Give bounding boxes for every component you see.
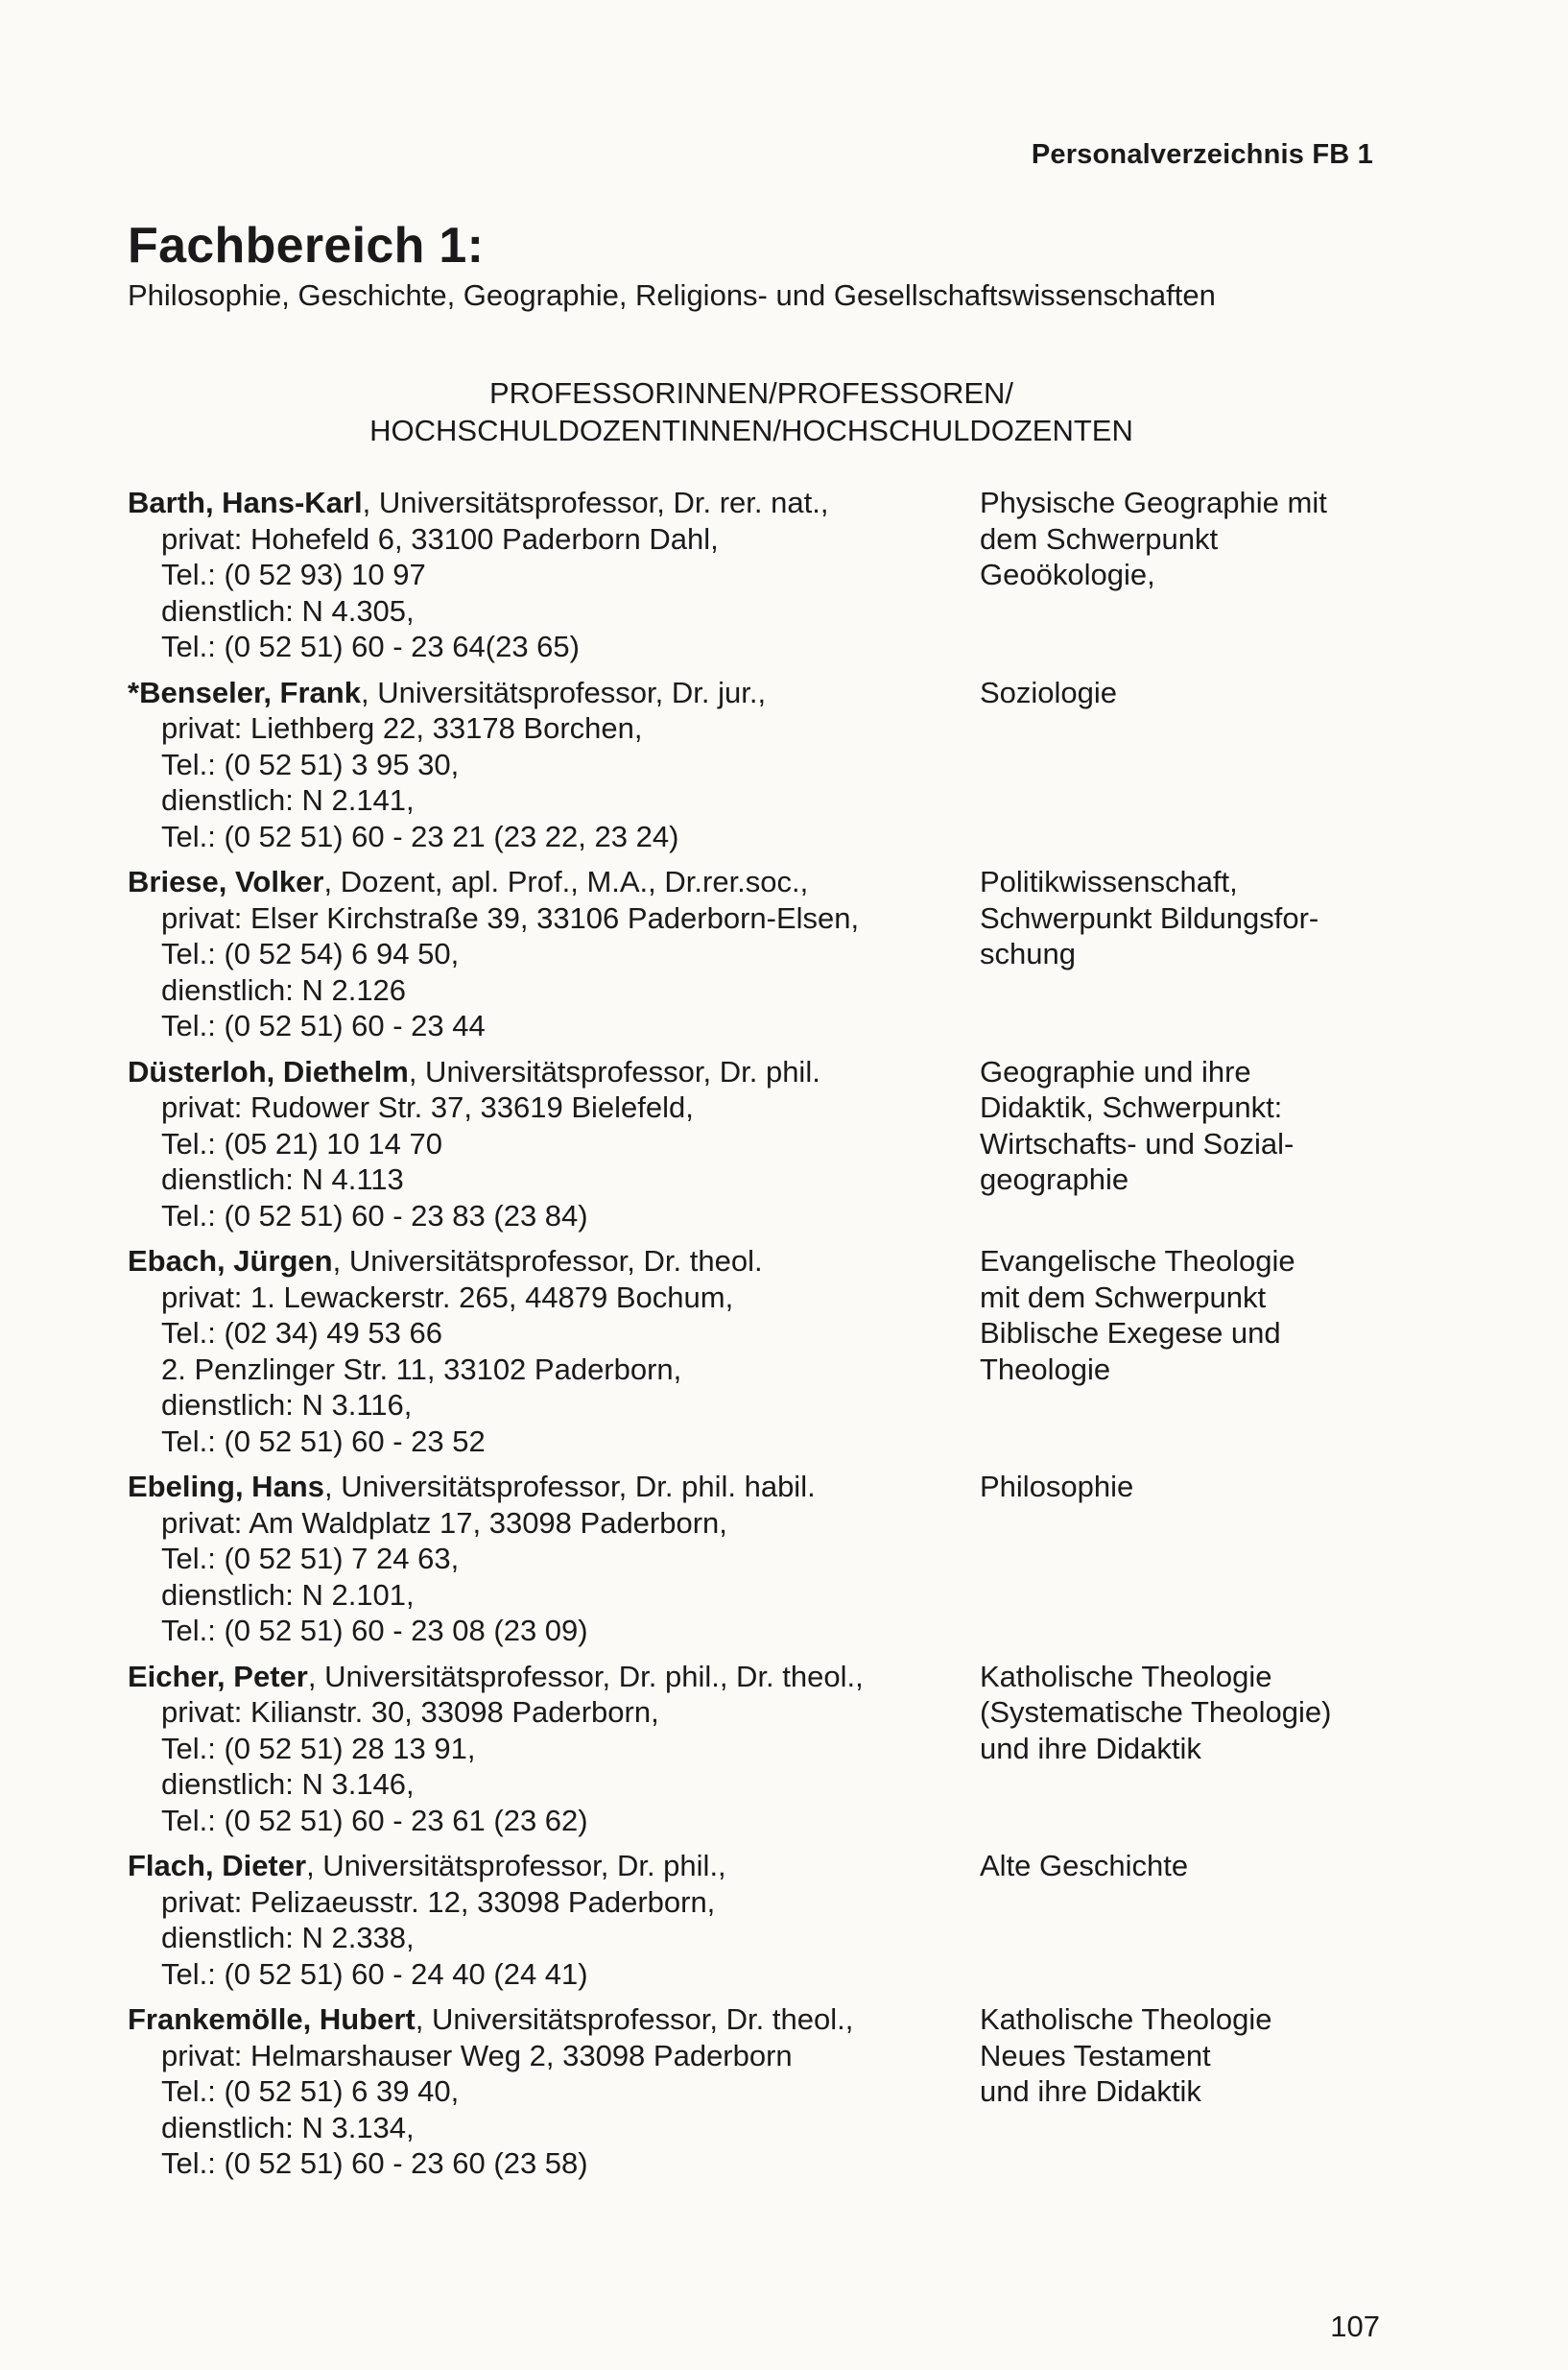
field-line: Evangelische Theologie [980, 1244, 1295, 1278]
entry-contact-line: Tel.: (0 52 51) 6 39 40, [161, 2074, 460, 2108]
entry-contact-line: Tel.: (0 52 54) 6 94 50, [161, 937, 460, 970]
person-title: , Universitätsprofessor, Dr. phil. [408, 1054, 820, 1089]
entry-contact-line: Tel.: (05 21) 10 14 70 [161, 1126, 442, 1161]
person-title: , Universitätsprofessor, Dr. phil., Dr. theol., [307, 1659, 864, 1693]
field-line: Neues Testament [980, 2038, 1211, 2072]
entry-details [128, 1469, 972, 1649]
entry-contact-line: Tel.: (0 52 51) 60 - 23 21 (23 22, 23 24) [161, 819, 679, 853]
field-line: geographie [980, 1162, 1129, 1196]
field-line: Biblische Exegese und [980, 1316, 1281, 1350]
directory-entry [128, 1243, 1375, 1459]
entry-contact-line: privat: Helmarshauser Weg 2, 33098 Paderborn [161, 2038, 793, 2072]
entry-contact-line: privat: Am Waldplatz 17, 33098 Paderborn, [161, 1505, 727, 1540]
section-heading-line-2: HOCHSCHULDOZENTINNEN/HOCHSCHULDOZENTEN [369, 414, 1133, 447]
entry-contact-line: Tel.: (0 52 51) 60 - 23 52 [161, 1424, 486, 1458]
entry-contact-line: privat: 1. Lewackerstr. 265, 44879 Bochum, [161, 1280, 734, 1314]
field-line: Geographie und ihre [980, 1054, 1251, 1089]
running-head: Personalverzeichnis FB 1 [1031, 139, 1373, 170]
directory-entry [128, 675, 1375, 855]
entry-contact-line: dienstlich: N 4.113 [161, 1162, 404, 1196]
person-name: Ebach, Jürgen [128, 1244, 333, 1278]
entry-headline [128, 864, 972, 900]
entry-contact-line: dienstlich: N 3.116, [161, 1388, 413, 1422]
entry-contact-line: dienstlich: N 3.146, [161, 1767, 415, 1801]
entry-contact-line: privat: Liethberg 22, 33178 Borchen, [161, 711, 643, 745]
entry-contact-line: dienstlich: N 2.101, [161, 1577, 415, 1612]
entry-contact-line: Tel.: (0 52 51) 60 - 23 60 (23 58) [161, 2146, 588, 2180]
entry-contact-line: Tel.: (0 52 51) 60 - 23 08 (23 09) [161, 1614, 588, 1647]
field-line: Didaktik, Schwerpunkt: [980, 1090, 1283, 1124]
person-name: Ebeling, Hans [128, 1470, 324, 1503]
field-line: Katholische Theologie [980, 2002, 1272, 2036]
directory-entry [128, 1848, 1375, 1992]
entry-field [980, 1469, 1383, 1505]
field-line: Wirtschafts- und Sozial- [980, 1126, 1295, 1161]
field-line: Theologie [980, 1352, 1111, 1386]
entry-list [128, 485, 1375, 2191]
page-number: 107 [1330, 2310, 1380, 2343]
person-title: , Universitätsprofessor, Dr. theol. [332, 1244, 763, 1278]
entry-contact-line: Tel.: (0 52 51) 3 95 30, [161, 747, 460, 781]
entry-headline [128, 485, 972, 521]
entry-field [980, 1848, 1383, 1884]
section-heading-line-1: PROFESSORINNEN/PROFESSOREN/ [488, 376, 1014, 410]
entry-contact-line: Tel.: (0 52 51) 60 - 23 61 (23 62) [161, 1803, 588, 1837]
directory-entry [128, 2001, 1375, 2182]
entry-field [980, 2001, 1383, 2110]
entry-contact-line: 2. Penzlinger Str. 11, 33102 Paderborn, [161, 1352, 682, 1386]
entry-details [128, 1054, 972, 1234]
entry-details [128, 2001, 972, 2182]
entry-contact-line: privat: Pelizaeusstr. 12, 33098 Paderborn, [161, 1884, 716, 1919]
person-title: , Universitätsprofessor, Dr. phil. habil. [323, 1470, 816, 1503]
entry-details [128, 1848, 972, 1992]
entry-details [128, 675, 972, 855]
field-line: schung [980, 937, 1076, 970]
entry-headline [128, 2001, 972, 2038]
field-line: (Systematische Theologie) [980, 1695, 1332, 1729]
directory-entry [128, 864, 1375, 1044]
entry-contact-line: dienstlich: N 2.126 [161, 972, 407, 1007]
entry-contact-line: dienstlich: N 4.305, [161, 593, 415, 628]
field-line: Alte Geschichte [980, 1849, 1189, 1882]
entry-contact-line: Tel.: (02 34) 49 53 66 [161, 1316, 442, 1350]
field-line: und ihre Didaktik [980, 1731, 1201, 1765]
entry-contact-line: Tel.: (0 52 51) 60 - 23 44 [161, 1009, 486, 1042]
entry-field [980, 864, 1383, 972]
directory-entry [128, 1054, 1375, 1234]
person-name: Eicher, Peter [128, 1659, 308, 1693]
person-name: *Benseler, Frank [128, 675, 361, 709]
entry-contact-line: Tel.: (0 52 51) 7 24 63, [161, 1542, 460, 1575]
entry-contact-line: privat: Hohefeld 6, 33100 Paderborn Dahl, [161, 521, 719, 556]
directory-entry [128, 485, 1375, 665]
entry-field [980, 1054, 1383, 1198]
directory-entry [128, 1659, 1375, 1839]
field-line: Schwerpunkt Bildungsfor- [980, 900, 1319, 935]
entry-contact-line: Tel.: (0 52 93) 10 97 [161, 558, 426, 591]
entry-details [128, 1243, 972, 1459]
entry-field [980, 1243, 1383, 1387]
entry-contact-line: privat: Kilianstr. 30, 33098 Paderborn, [161, 1695, 659, 1729]
entry-field [980, 1659, 1383, 1767]
entry-contact-line: Tel.: (0 52 51) 60 - 24 40 (24 41) [161, 1956, 588, 1991]
entry-field [980, 675, 1383, 711]
person-name: Frankemölle, Hubert [128, 2002, 416, 2036]
field-line: Geoökologie, [980, 558, 1155, 591]
field-line: Soziologie [980, 675, 1118, 709]
entry-headline [128, 1469, 972, 1505]
entry-contact-line: dienstlich: N 2.338, [161, 1921, 415, 1954]
field-line: Physische Geographie mit [980, 486, 1327, 519]
field-line: Philosophie [980, 1470, 1134, 1503]
entry-contact-line: Tel.: (0 52 51) 60 - 23 64(23 65) [161, 630, 580, 663]
field-line: mit dem Schwerpunkt [980, 1280, 1267, 1314]
person-title: , Universitätsprofessor, Dr. phil., [306, 1849, 726, 1882]
person-name: Briese, Volker [128, 865, 324, 898]
entry-details [128, 1659, 972, 1839]
entry-contact-line: dienstlich: N 2.141, [161, 783, 415, 817]
person-name: Flach, Dieter [128, 1849, 307, 1882]
person-name: Barth, Hans-Karl [128, 486, 363, 519]
person-name: Düsterloh, Diethelm [128, 1054, 409, 1089]
field-line: Politikwissenschaft, [980, 865, 1238, 898]
entry-headline [128, 1054, 972, 1090]
field-line: und ihre Didaktik [980, 2074, 1201, 2108]
entry-headline [128, 1848, 972, 1884]
field-line: dem Schwerpunkt [980, 521, 1219, 556]
entry-contact-line: privat: Rudower Str. 37, 33619 Bielefeld, [161, 1090, 694, 1124]
entry-contact-line: dienstlich: N 3.134, [161, 2110, 415, 2144]
person-title: , Universitätsprofessor, Dr. theol., [415, 2002, 854, 2036]
entry-contact-line: privat: Elser Kirchstraße 39, 33106 Paderborn-Elsen, [161, 900, 860, 935]
directory-entry [128, 1469, 1375, 1649]
page-subtitle: Philosophie, Geschichte, Geographie, Religions- und Gesellschaftswissenschaften [128, 278, 1216, 312]
entry-details [128, 485, 972, 665]
section-heading [0, 374, 1503, 449]
person-title: , Universitätsprofessor, Dr. rer. nat., [362, 486, 829, 519]
entry-headline [128, 1243, 972, 1280]
person-title: , Dozent, apl. Prof., M.A., Dr.rer.soc., [323, 865, 809, 898]
entry-field [980, 485, 1383, 593]
entry-headline [128, 675, 972, 711]
entry-details [128, 864, 972, 1044]
entry-contact-line: Tel.: (0 52 51) 28 13 91, [161, 1731, 476, 1765]
entry-headline [128, 1659, 972, 1695]
person-title: , Universitätsprofessor, Dr. jur., [360, 675, 767, 709]
field-line: Katholische Theologie [980, 1659, 1272, 1693]
page-title: Fachbereich 1: [128, 218, 485, 274]
entry-contact-line: Tel.: (0 52 51) 60 - 23 83 (23 84) [161, 1198, 588, 1233]
